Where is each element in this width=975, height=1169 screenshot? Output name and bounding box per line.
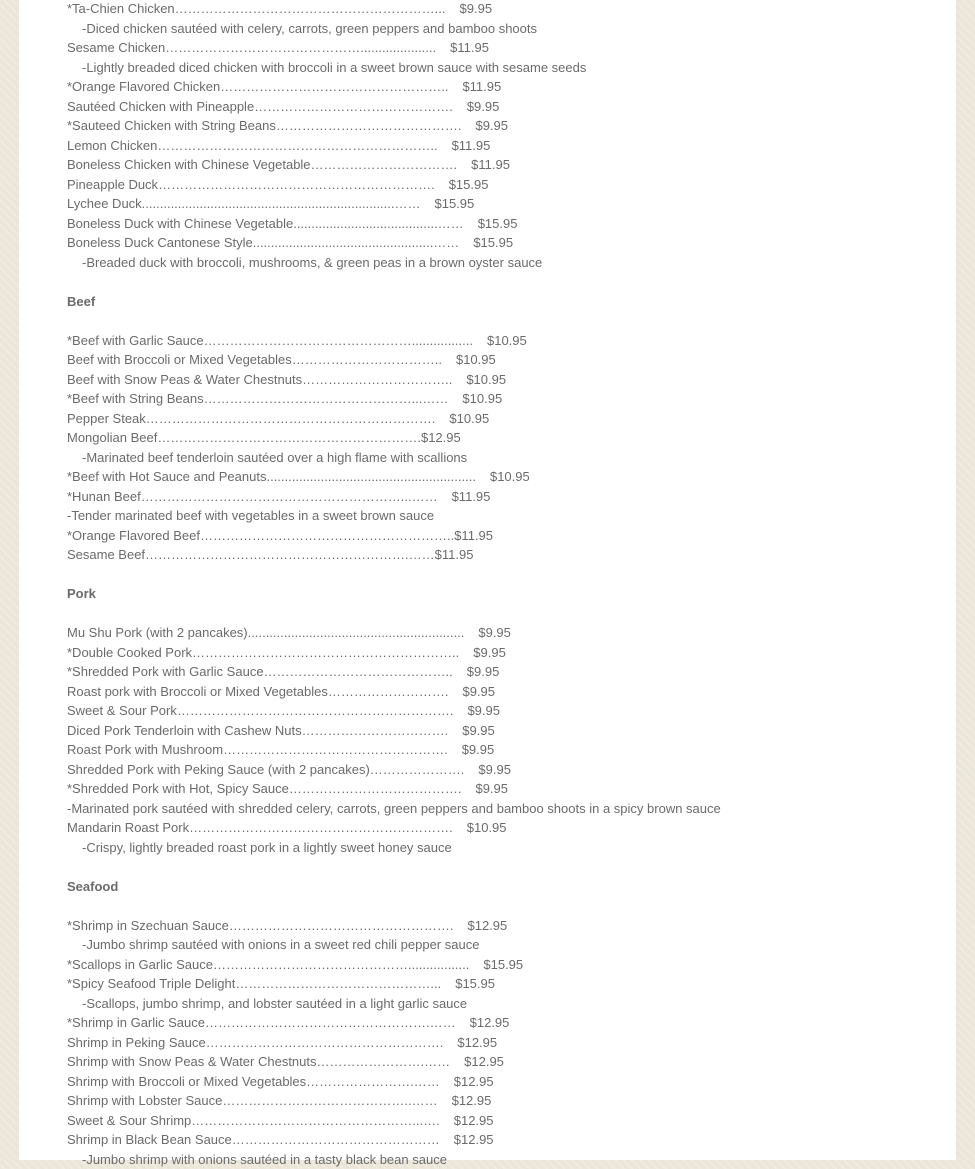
menu-item-price: $9.95: [462, 723, 495, 738]
menu-item: [67, 136, 721, 156]
menu-item-name: Boneless Chicken with Chinese Vegetable: [67, 157, 311, 172]
menu-item: [67, 350, 721, 370]
menu-item: [67, 467, 721, 487]
menu-category-heading: Pork: [67, 584, 721, 604]
menu-item-description: -Marinated beef tenderloin sautéed over a high flame with scallions: [67, 448, 721, 468]
menu-item-description: -Breaded duck with broccoli, mushrooms, & green peas in a brown oyster sauce: [67, 253, 721, 273]
menu-item-leader: ………………….: [370, 762, 465, 777]
menu-item-leader: ………………………………….: [289, 781, 462, 796]
menu-item-name: Shrimp with Lobster Sauce: [67, 1093, 222, 1108]
menu-item-leader: …………………………………….: [276, 118, 462, 133]
menu-item-leader: ………………………………………...: [235, 976, 441, 991]
menu-item: [67, 370, 721, 390]
menu-item-leader: …………………………………………………….……: [145, 547, 435, 562]
menu-item-name: Sweet & Sour Shrimp: [67, 1113, 191, 1128]
menu-item: [67, 779, 721, 799]
menu-item: [67, 389, 721, 409]
menu-item: [67, 331, 721, 351]
menu-item: [67, 1111, 721, 1131]
menu-item-price: $11.95: [450, 40, 489, 55]
menu-item: [67, 97, 721, 117]
menu-item-description: -Crispy, lightly breaded roast pork in a lightly sweet honey sauce: [67, 838, 721, 858]
menu-item-description: -Lightly breaded diced chicken with broccoli in a sweet brown sauce with sesame seeds: [67, 58, 721, 78]
menu-item: [67, 623, 721, 643]
menu-item-leader: ……………………………………………………..: [192, 645, 459, 660]
menu-item: [67, 682, 721, 702]
menu-item-leader: …………………….……: [306, 1074, 440, 1089]
menu-item: [67, 545, 721, 565]
menu-item-name: Boneless Duck with Chinese Vegetable: [67, 216, 293, 231]
menu-item-price: $10.95: [466, 372, 506, 387]
menu-item: [67, 233, 721, 253]
menu-item-name: Beef with Broccoli or Mixed Vegetables: [67, 352, 292, 367]
menu-item-name: Lemon Chicken: [67, 138, 157, 153]
spacer: [67, 896, 721, 916]
menu-item-price: $9.95: [467, 703, 500, 718]
menu-item-price: $11.95: [452, 138, 491, 153]
menu-item-price: $11.95: [452, 489, 491, 504]
menu-item-price: $10.95: [462, 391, 502, 406]
menu-item-leader: ……………………………………….....................: [165, 40, 436, 55]
menu-item-price: $11.95: [462, 79, 501, 94]
menu-item-price: $9.95: [460, 1, 493, 16]
menu-item-name: Sautéed Chicken with Pineapple: [67, 99, 254, 114]
spacer: [67, 311, 721, 331]
menu-item-leader: …………………………………………………..: [200, 528, 454, 543]
menu-item-price: $15.95: [455, 976, 495, 991]
menu-item-name: *Orange Flavored Chicken: [67, 79, 220, 94]
menu-item-price: $12.95: [421, 430, 461, 445]
menu-item-price: $9.95: [462, 684, 495, 699]
menu-item: [67, 916, 721, 936]
menu-item: [67, 1130, 721, 1150]
menu-item: [67, 38, 721, 58]
menu-item-name: *Orange Flavored Beef: [67, 528, 200, 543]
menu-item-leader: ……………………………………..……: [222, 1093, 437, 1108]
menu-item-name: Mandarin Roast Pork: [67, 820, 189, 835]
menu-item: [67, 194, 721, 214]
menu-item-price: $15.95: [478, 216, 518, 231]
menu-item-description: -Diced chicken sautéed with celery, carrots, green peppers and bamboo shoots: [67, 19, 721, 39]
menu-item-name: *Beef with String Beans: [67, 391, 204, 406]
menu-item-price: $12.95: [452, 1093, 492, 1108]
menu-item: [67, 701, 721, 721]
menu-item-leader: ........................................……: [293, 216, 463, 231]
menu-item-leader: …………………………………………………….: [157, 430, 421, 445]
menu-category-heading: Beef: [67, 292, 721, 312]
menu-item: [67, 643, 721, 663]
menu-item-name: Mongolian Beef: [67, 430, 157, 445]
menu-item-price: $9.95: [467, 664, 500, 679]
menu-item-leader: ………………………………………….................: [204, 333, 473, 348]
menu-item-name: Sweet & Sour Pork: [67, 703, 177, 718]
menu-item: [67, 662, 721, 682]
menu-item: [67, 1091, 721, 1111]
menu-item-leader: ……………………………………………...….: [191, 1113, 439, 1128]
menu-item: [67, 487, 721, 507]
menu-item-leader: ……………………………………………….: [206, 1035, 444, 1050]
menu-item-leader: …………………….……: [317, 1054, 451, 1069]
menu-item-name: Roast Pork with Mushroom: [67, 742, 223, 757]
menu-item-price: $10.95: [490, 469, 530, 484]
menu-item-price: $9.95: [478, 625, 511, 640]
menu-item-price: $11.95: [454, 528, 493, 543]
menu-item-leader: ......................................................................……: [142, 196, 421, 211]
menu-item-price: $9.95: [475, 781, 508, 796]
menu-item-price: $11.95: [471, 157, 510, 172]
menu-item-name: Lychee Duck: [67, 196, 142, 211]
menu-item-name: *Scallops in Garlic Sauce: [67, 957, 213, 972]
spacer: [67, 604, 721, 624]
menu-item-name: *Shredded Pork with Garlic Sauce: [67, 664, 264, 679]
menu-item-price: $9.95: [462, 742, 495, 757]
menu-item-leader: ............................................................: [248, 625, 465, 640]
menu-item-price: $9.95: [475, 118, 508, 133]
menu-item: [67, 1013, 721, 1033]
menu-item: [67, 175, 721, 195]
menu-item-leader: ……………………………..: [302, 372, 452, 387]
menu-item-name: Mu Shu Pork (with 2 pancakes): [67, 625, 248, 640]
menu-item-name: *Sauteed Chicken with String Beans: [67, 118, 276, 133]
menu-item-leader: ……………………………..: [292, 352, 442, 367]
menu-item-price: $9.95: [473, 645, 506, 660]
menu-item: [67, 0, 721, 19]
menu-item-leader: …………………………….: [311, 157, 458, 172]
menu-item-price: $9.95: [478, 762, 511, 777]
menu-item: [67, 740, 721, 760]
menu-item-price: $10.95: [467, 820, 507, 835]
menu-item-leader: ..................................................……: [253, 235, 460, 250]
menu-item-description: -Jumbo shrimp sautéed with onions in a sweet red chili pepper sauce: [67, 935, 721, 955]
menu-item-leader: ……………………………………….................: [213, 957, 469, 972]
menu-item-name: Beef with Snow Peas & Water Chestnuts: [67, 372, 302, 387]
menu-item-leader: …………………………………………………….: [189, 820, 453, 835]
menu-item-leader: ………………………………………………………….: [146, 411, 436, 426]
menu-item-price: $15.95: [483, 957, 523, 972]
menu-item-name: *Shrimp in Garlic Sauce: [67, 1015, 205, 1030]
menu-item-description: -Tender marinated beef with vegetables in a sweet brown sauce: [67, 506, 721, 526]
menu-item: [67, 116, 721, 136]
menu-item-name: *Beef with Garlic Sauce: [67, 333, 204, 348]
menu-item-name: Shrimp in Peking Sauce: [67, 1035, 206, 1050]
menu-item-leader: ……………………………………………..: [220, 79, 448, 94]
menu-item: [67, 974, 721, 994]
menu-item-description: -Marinated pork sautéed with shredded celery, carrots, green peppers and bamboo shoots in a spicy brown sauce: [67, 799, 721, 819]
menu-item: [67, 1052, 721, 1072]
menu-item-leader: ……………………………………………………...: [175, 1, 446, 16]
menu-category-heading: Seafood: [67, 877, 721, 897]
spacer: [67, 857, 721, 877]
menu-item-leader: ……………………………………………………….: [177, 703, 454, 718]
menu-item-price: $12.95: [464, 1054, 504, 1069]
menu-item-price: $15.95: [449, 177, 489, 192]
menu-item-leader: ……………………………………………………….: [158, 177, 435, 192]
menu-item-name: Pepper Steak: [67, 411, 146, 426]
menu-item-leader: ……………………….: [328, 684, 449, 699]
menu-item-name: *Spicy Seafood Triple Delight: [67, 976, 235, 991]
menu-item-price: $15.95: [473, 235, 513, 250]
menu-list: [67, 0, 721, 1169]
menu-item-name: *Ta-Chien Chicken: [67, 1, 175, 16]
menu-item-leader: …………………………………………….: [223, 742, 448, 757]
menu-item-leader: ……………………………………………………...……: [141, 489, 438, 504]
menu-item-leader: ……………………………………..: [264, 664, 453, 679]
menu-item-description: -Jumbo shrimp with onions sautéed in a tasty black bean sauce: [67, 1150, 721, 1169]
menu-item-leader: …………………………………………: [232, 1132, 440, 1147]
menu-item-name: Shrimp in Black Bean Sauce: [67, 1132, 232, 1147]
menu-item-leader: …………………………………………….: [229, 918, 454, 933]
menu-item: [67, 1072, 721, 1092]
menu-item-name: Roast pork with Broccoli or Mixed Vegetables: [67, 684, 328, 699]
spacer: [67, 272, 721, 292]
menu-item-leader: ………………………………………………………..: [157, 138, 437, 153]
menu-item: [67, 214, 721, 234]
menu-item-price: $12.95: [457, 1035, 497, 1050]
menu-item-name: *Shredded Pork with Hot, Spicy Sauce: [67, 781, 289, 796]
menu-item-price: $10.95: [449, 411, 489, 426]
menu-item-price: $12.95: [470, 1015, 510, 1030]
menu-item-price: $12.95: [468, 918, 508, 933]
menu-item-price: $12.95: [454, 1132, 494, 1147]
menu-item-price: $10.95: [487, 333, 527, 348]
menu-item-name: Sesame Chicken: [67, 40, 165, 55]
menu-item: [67, 155, 721, 175]
menu-item: [67, 1033, 721, 1053]
menu-item-name: Boneless Duck Cantonese Style: [67, 235, 253, 250]
menu-item: [67, 77, 721, 97]
menu-item-name: *Beef with Hot Sauce and Peanuts: [67, 469, 266, 484]
menu-item-price: $11.95: [435, 547, 474, 562]
menu-item-name: Pineapple Duck: [67, 177, 158, 192]
menu-item-description: -Scallops, jumbo shrimp, and lobster sautéed in a light garlic sauce: [67, 994, 721, 1014]
spacer: [67, 565, 721, 585]
menu-item: [67, 526, 721, 546]
menu-item: [67, 721, 721, 741]
menu-item-price: $15.95: [435, 196, 475, 211]
menu-item-name: Diced Pork Tenderloin with Cashew Nuts: [67, 723, 302, 738]
menu-item-name: Shredded Pork with Peking Sauce (with 2 pancakes): [67, 762, 370, 777]
menu-item-leader: ……………………………………….: [254, 99, 453, 114]
menu-item-price: $12.95: [454, 1113, 494, 1128]
menu-item-name: *Hunan Beef: [67, 489, 141, 504]
menu-panel: [19, 0, 956, 1160]
menu-item-leader: …………………………………………….……: [205, 1015, 456, 1030]
menu-item-name: *Shrimp in Szechuan Sauce: [67, 918, 229, 933]
menu-item-leader: ..........................................................: [266, 469, 476, 484]
menu-item: [67, 955, 721, 975]
menu-item: [67, 409, 721, 429]
menu-item-price: $10.95: [456, 352, 496, 367]
menu-item-name: Shrimp with Snow Peas & Water Chestnuts: [67, 1054, 317, 1069]
menu-item-name: *Double Cooked Pork: [67, 645, 192, 660]
menu-item-name: Shrimp with Broccoli or Mixed Vegetables: [67, 1074, 306, 1089]
menu-item-price: $12.95: [454, 1074, 494, 1089]
menu-item-price: $9.95: [467, 99, 500, 114]
menu-item-leader: …………………………….: [302, 723, 449, 738]
menu-item: [67, 818, 721, 838]
menu-item-leader: …………………………………………...……: [204, 391, 449, 406]
menu-item-name: Sesame Beef: [67, 547, 145, 562]
menu-item: [67, 428, 721, 448]
menu-item: [67, 760, 721, 780]
